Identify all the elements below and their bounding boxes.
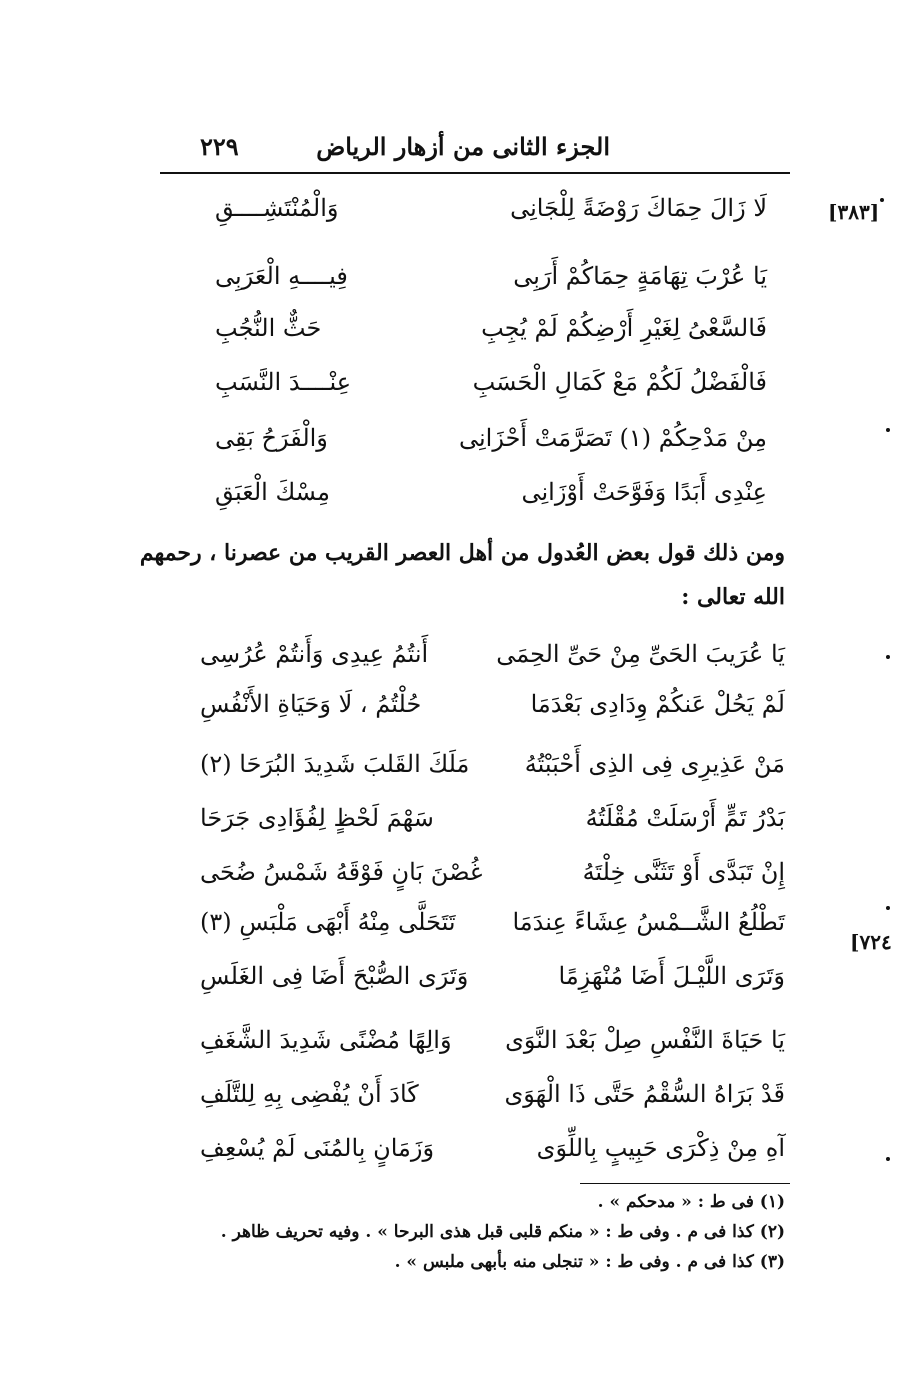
verse-hemistich-second: وَالْمُنْتَشِــــقِ <box>215 194 339 222</box>
verse-hemistich-second: وَالِهًا مُضْنًى شَدِيدَ الشَّغَفِ <box>200 1026 452 1054</box>
verse-hemistich-second: أَنتُمُ عِيدِى وَأَنتُمْ عُرُسِى <box>200 640 429 668</box>
verse-hemistich-first: عِنْدِى أَبَدًا وَفَوَّحَتْ أَوْزَانِى <box>521 478 767 506</box>
verse-hemistich-first: مَنْ عَذِيرِى فِى الذِى أَحْبَبْتُهُ <box>524 750 785 778</box>
verse-hemistich-second: غُصْنَ بَانٍ فَوْقَهُ شَمْسُ ضُحَى <box>200 858 483 886</box>
verse-hemistich-second: حَثٌّ النُّجُبِ <box>215 314 322 342</box>
verse-hemistich-second: كَادَ أَنْ يُفْضِى بِهِ لِلتَّلَفِ <box>200 1080 419 1108</box>
prose-line: ومن ذلك قول بعض العُدول من أهل العصر القريب من عصرنا ، رحمهم <box>139 540 785 566</box>
page-number: ٢٢٩ <box>200 132 239 161</box>
footnote: (٣) كذا فى م . وفى ط : « تنجلى منه بأبهى ملبس » . <box>394 1252 785 1272</box>
footnote: (١) فى ط : « مدحكم » . <box>597 1192 785 1212</box>
margin-dot <box>886 1157 890 1161</box>
verse-hemistich-first: فَالْفَضْلُ لَكُمْ مَعْ كَمَالِ الْحَسَبِ <box>472 368 767 396</box>
verse-hemistich-first: فَالسَّعْىُ لِغَيْرِ أَرْضِكُمْ لَمْ يُجِبِ <box>481 314 767 342</box>
verse-hemistich-second: سَهْمَ لَحْظٍ لِفُؤَادِى جَرَحَا <box>200 804 434 832</box>
verse-hemistich-second: وَزَمَانٍ بِالمُنَى لَمْ يُسْعِفِ <box>200 1134 435 1162</box>
verse-hemistich-first: بَدْرُ تَمٍّ أَرْسَلَتْ مُقْلَتُهُ <box>585 804 785 832</box>
verse-hemistich-first: مِنْ مَدْحِكُمْ (١) تَصَرَّمَتْ أَحْزَانِى <box>458 424 767 452</box>
verse-hemistich-first: لَا زَالَ حِمَاكَ رَوْضَةً لِلْجَانِى <box>510 194 767 222</box>
verse-hemistich-first: تَطْلُعُ الشَّــمْسُ عِشَاءً عِندَمَا <box>512 908 785 936</box>
verse-hemistich-first: يَا عُرْبَ تِهَامَةٍ حِمَاكُمْ أَرَبِى <box>513 262 767 290</box>
verse-hemistich-second: وَالْفَرَحُ بَقِى <box>215 424 328 452</box>
margin-dot <box>886 906 890 910</box>
verse-hemistich-first: آهِ مِنْ ذِكْرَى حَبِيبٍ بِاللِّوَى <box>536 1134 785 1162</box>
verse-hemistich-second: حُلْتُمُ ، لَا وَحَيَاةِ الأَنْفُسِ <box>200 690 422 718</box>
verse-hemistich-second: وَتَرَى الصُّبْحَ أَضَا فِى الغَلَسِ <box>200 962 469 990</box>
verse-hemistich-first: يَا عُرَيبَ الحَىِّ مِنْ حَىِّ الحِمَى <box>496 640 785 668</box>
margin-dot <box>886 655 890 659</box>
verse-hemistich-first: لَمْ يَحُلْ عَنكُمْ وِدَادِى بَعْدَمَا <box>530 690 785 718</box>
prose-line: الله تعالى : <box>681 584 785 610</box>
verse-hemistich-second: فِيــــهِ الْعَرَبِى <box>215 262 348 290</box>
verse-hemistich-first: إِنْ تَبَدَّى أَوْ تَثَنَّى خِلْتَهُ <box>582 858 785 886</box>
verse-hemistich-first: قَدْ بَرَاهُ السُّقْمُ حَتَّى ذَا الْهَوَى <box>504 1080 785 1108</box>
running-title: الجزء الثانى من أزهار الرياض <box>316 132 610 161</box>
margin-dot <box>886 428 890 432</box>
verse-hemistich-second: مِسْكَ الْعَبَقِ <box>215 478 330 506</box>
verse-hemistich-first: يَا حَيَاةَ النَّفْسِ صِلْ بَعْدَ النَّوَى <box>505 1026 785 1054</box>
verse-hemistich-second: تَتَحَلَّى مِنْهُ أَبْهَى مَلْبَسِ (٣) <box>200 908 456 936</box>
margin-reference-top: [٣٨٣] <box>828 200 880 224</box>
margin-reference-side: [٧٢٤ <box>850 930 892 954</box>
margin-dot <box>880 198 884 202</box>
verse-hemistich-first: وَتَرَى اللَّيْـلَ أَضَا مُنْهَزِمًا <box>558 962 785 990</box>
verse-hemistich-second: مَلَكَ القَلبَ شَدِيدَ البُرَحَا (٢) <box>200 750 470 778</box>
verse-hemistich-second: عِنْــــدَ النَّسَبِ <box>215 368 352 396</box>
footnote-separator <box>580 1183 790 1184</box>
running-header <box>160 128 790 174</box>
footnote: (٢) كذا فى م . وفى ط : « منكم قلبى قبل هذى البرحا » . وفيه تحريف ظاهر . <box>220 1222 785 1242</box>
